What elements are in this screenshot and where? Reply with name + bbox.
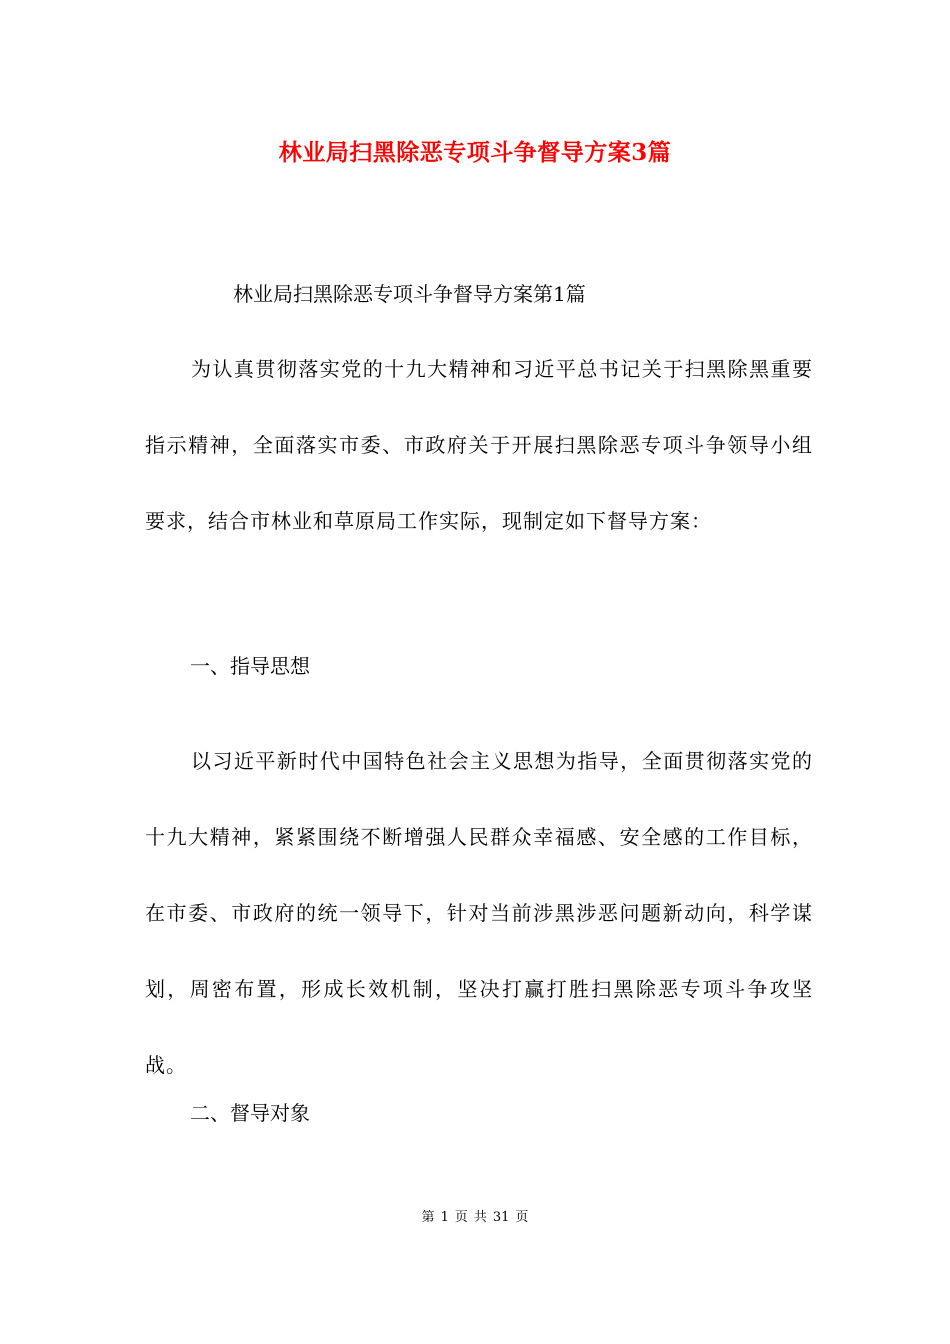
guiding-ideology-paragraph: 以习近平新时代中国特色社会主义思想为指导，全面贯彻落实党的十九大精神，紧紧围绕不断增强人民群众幸福感、安全感的工作目标，在市委、市政府的统一领导下，针对当前涉黑涉恶问题新动向，科学谋划，周密布置，形成长效机制，坚决打赢打胜扫黑除恶专项斗争攻坚战。 (145, 749, 813, 1077)
heading-guiding-ideology: 一、指导思想 (190, 654, 310, 678)
footer-page-label: 页 (454, 1210, 468, 1225)
footer-total-pages: 31 (492, 1210, 510, 1225)
document-title: 林业局扫黑除恶专项斗争督导方案3篇 (278, 139, 672, 166)
heading-supervision-targets: 二、督导对象 (190, 1101, 310, 1125)
intro-paragraph: 为认真贯彻落实党的十九大精神和习近平总书记关于扫黑除黑重要指示精神，全面落实市委、市政府关于开展扫黑除恶专项斗争领导小组要求，结合市林业和草原局工作实际，现制定如下督导方案： (145, 357, 813, 533)
footer-suffix: 页 (515, 1210, 529, 1225)
footer-prefix: 第 (421, 1210, 435, 1225)
footer-total-label: 共 (473, 1210, 487, 1225)
section-subtitle: 林业局扫黑除恶专项斗争督导方案第1篇 (233, 282, 586, 306)
page-footer (0, 1208, 950, 1228)
footer-current-page: 1 (440, 1210, 449, 1225)
